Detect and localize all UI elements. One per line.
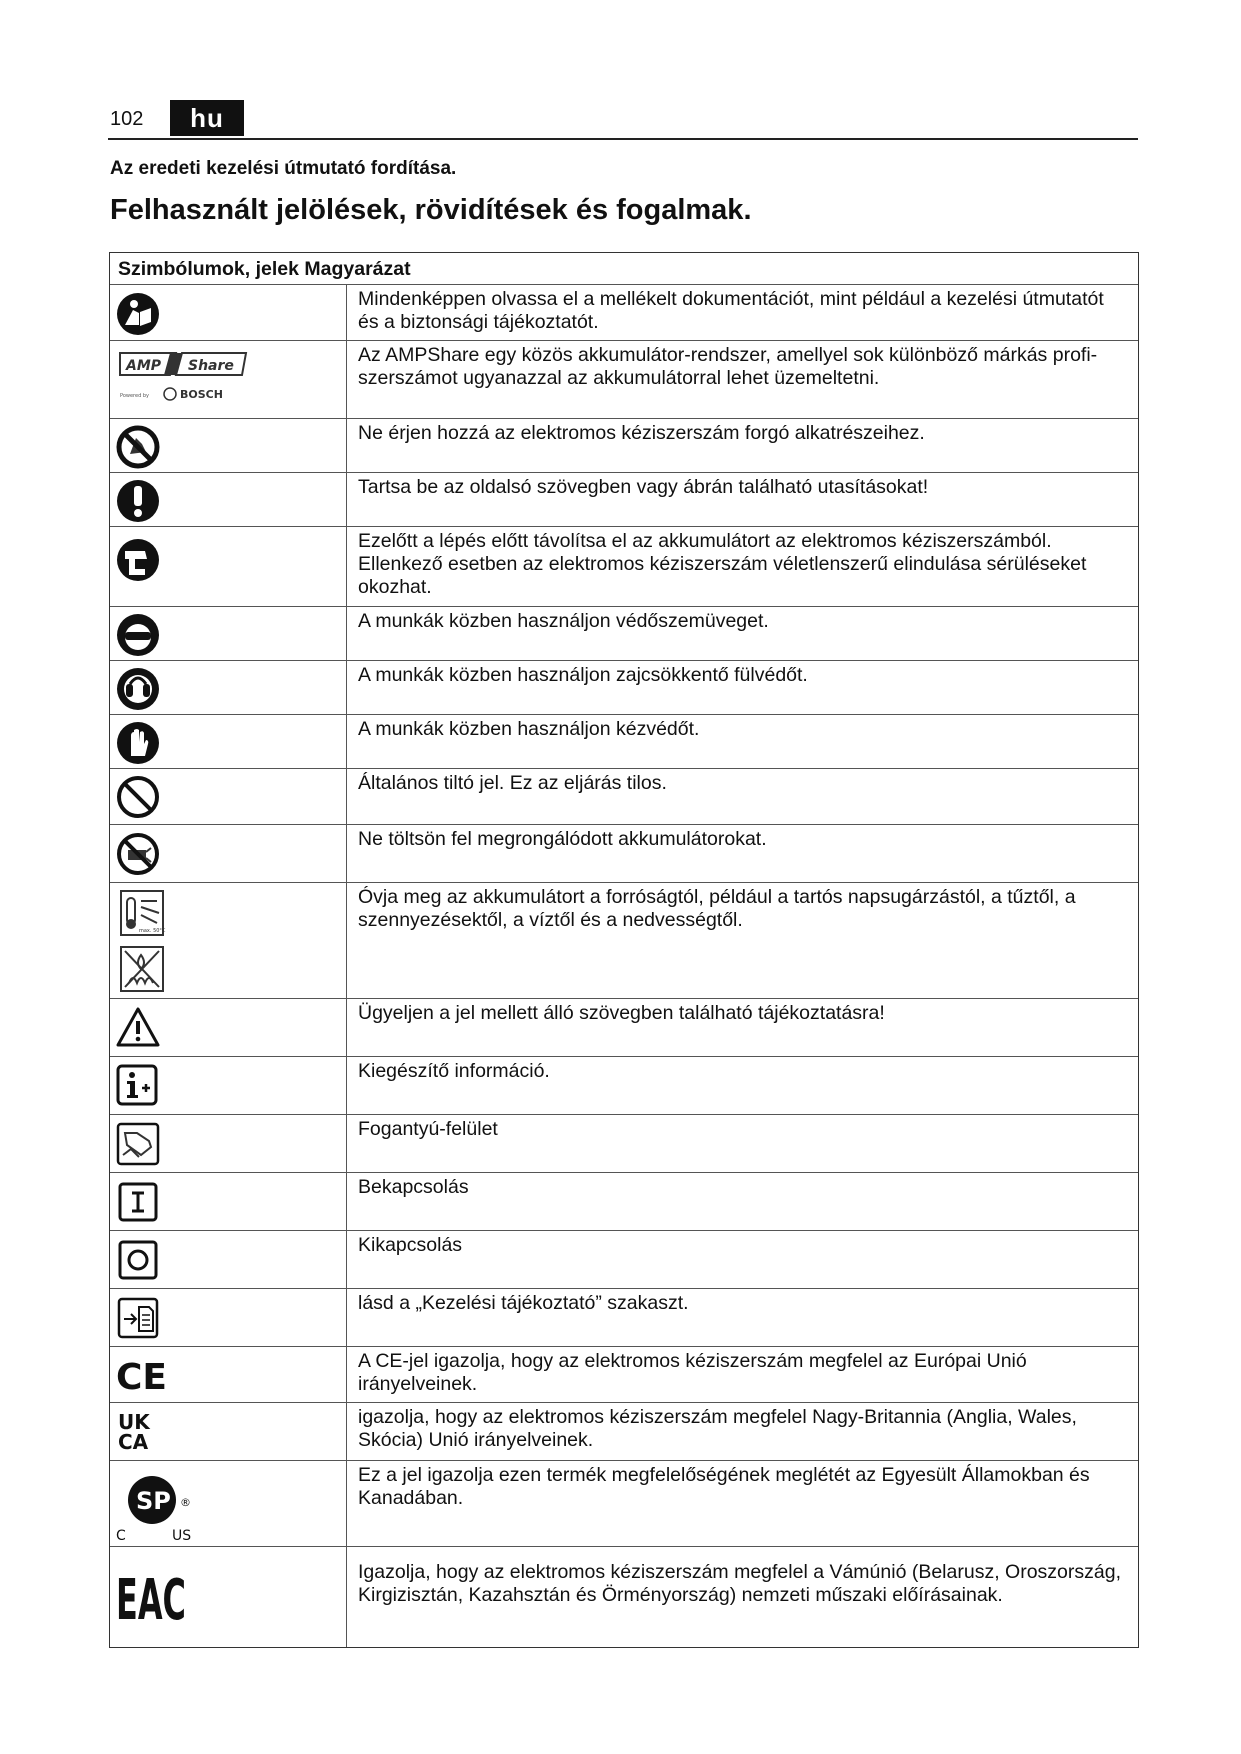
table-row	[110, 341, 1138, 419]
table-row	[110, 1347, 1138, 1403]
info-plus-icon	[115, 1063, 161, 1109]
table-row	[110, 825, 1138, 883]
symbols-table	[109, 252, 1139, 1648]
svg-text:CE: CE	[116, 1357, 168, 1398]
table-row	[110, 419, 1138, 473]
ampshare-logo	[118, 347, 258, 413]
svg-text:C: C	[116, 1528, 126, 1544]
row-description: Ez a jel igazolja ezen termék megfelelőségének meglétét az Egyesült Államokban és Kanadában.	[358, 1464, 1090, 1509]
ear-protection-icon	[115, 666, 161, 712]
table-row	[110, 999, 1138, 1057]
table-row	[110, 473, 1138, 527]
warning-triangle-icon	[115, 1005, 161, 1051]
table-row	[110, 661, 1138, 715]
row-description: A munkák közben használjon kézvédőt.	[358, 718, 700, 740]
row-description: A munkák közben használjon zajcsökkentő fülvédőt.	[358, 664, 808, 686]
remove-battery-icon	[115, 537, 161, 583]
gloves-icon	[115, 720, 161, 766]
svg-text:EAC: EAC	[116, 1568, 186, 1633]
exclamation-icon	[115, 478, 161, 524]
row-description: igazolja, hogy az elektromos kéziszerszám megfelel Nagy-Britannia (Anglia, Wales, Skócia) Unió irányelveinek.	[358, 1406, 1077, 1451]
subtitle: Az eredeti kezelési útmutató fordítása.	[110, 158, 457, 179]
svg-text:®: ®	[180, 1496, 191, 1509]
row-description: Ügyeljen a jel mellett álló szövegben található tájékoztatásra!	[358, 1002, 885, 1024]
row-description: Általános tiltó jel. Ez az eljárás tilos.	[358, 772, 667, 794]
row-description: A CE-jel igazolja, hogy az elektromos kéziszerszám megfelel az Európai Unió irányelveinek.	[358, 1350, 1027, 1395]
table-row	[110, 1289, 1138, 1347]
svg-text:US: US	[172, 1528, 192, 1544]
language-badge: hu	[170, 100, 244, 136]
read-manual-icon	[115, 291, 161, 337]
row-description: lásd a „Kezelési tájékoztató” szakaszt.	[358, 1292, 689, 1314]
ukca-mark-icon	[118, 1409, 158, 1455]
row-description: Ne érjen hozzá az elektromos kéziszerszám forgó alkatrészeihez.	[358, 422, 925, 444]
no-touch-rotating-icon	[115, 424, 161, 470]
table-row	[110, 1231, 1138, 1289]
row-description: Ezelőtt a lépés előtt távolítsa el az akkumulátort az elektromos kéziszerszámból. Ellenkező esetben az elektromos kéziszerszám véletlenszerű elindulása sérüléseket okozhat.	[358, 530, 1087, 598]
table-row	[110, 1461, 1138, 1547]
table-row	[110, 1057, 1138, 1115]
table-row	[110, 715, 1138, 769]
page-number: 102	[110, 108, 144, 130]
row-description: Fogantyú-felület	[358, 1118, 498, 1140]
svg-text:SP: SP	[136, 1487, 171, 1515]
row-description: Ne töltsön fel megrongálódott akkumulátorokat.	[358, 828, 767, 850]
safety-goggles-icon	[115, 612, 161, 658]
page-title: Felhasznált jelölések, rövidítések és fogalmak.	[110, 194, 752, 226]
no-charge-damaged-battery-icon	[115, 831, 161, 877]
row-description: Óvja meg az akkumulátort a forróságtól, például a tartós napsugárzástól, a tűztől, a szennyezésektől, a víztől és a nedvességtől.	[358, 886, 1076, 931]
svg-text:Share: Share	[188, 358, 234, 374]
battery-heat-water-icon	[119, 889, 167, 995]
table-header-row	[110, 253, 1138, 285]
power-on-icon	[115, 1179, 161, 1225]
prohibition-icon	[115, 774, 161, 820]
row-description: Mindenképpen olvassa el a mellékelt dokumentációt, mint például a kezelési útmutatót és a biztonsági tájékoztatót.	[358, 288, 1104, 333]
table-row	[110, 285, 1138, 341]
power-off-icon	[115, 1237, 161, 1283]
page-header	[108, 100, 1138, 140]
table-row	[110, 1115, 1138, 1173]
ce-mark-icon	[116, 1353, 166, 1397]
row-description: A munkák közben használjon védőszemüveget.	[358, 610, 769, 632]
grip-surface-icon	[115, 1121, 161, 1167]
table-row	[110, 1403, 1138, 1461]
table-row	[110, 769, 1138, 825]
row-description: Tartsa be az oldalsó szövegben vagy ábrán található utasításokat!	[358, 476, 929, 498]
table-row	[110, 527, 1138, 607]
csa-mark-icon	[114, 1464, 210, 1544]
svg-text:max. 50°C: max. 50°C	[139, 928, 166, 934]
svg-text:BOSCH: BOSCH	[180, 388, 223, 401]
table-row	[110, 883, 1138, 999]
row-description: Kiegészítő információ.	[358, 1060, 550, 1082]
row-description: Az AMPShare egy közös akkumulátor-rendszer, amellyel sok különböző márkás profi-szerszámot ugyanazzal az akkumulátorral lehet üzemeltetni.	[358, 344, 1098, 389]
table-row	[110, 607, 1138, 661]
row-description: Igazolja, hogy az elektromos kéziszerszám megfelel a Vámúnió (Belarusz, Oroszország, Kirgizisztán, Kazahsztán és Örményország) nemzeti műszaki előírásainak.	[358, 1561, 1121, 1606]
table-row	[110, 1173, 1138, 1231]
see-section-icon	[115, 1295, 161, 1341]
svg-text:CA: CA	[118, 1430, 149, 1454]
eac-mark-icon	[116, 1555, 196, 1635]
table-header-label: Szimbólumok, jelek Magyarázat	[118, 258, 411, 280]
svg-text:Powered by: Powered by	[120, 393, 149, 399]
table-row	[110, 1547, 1138, 1647]
svg-text:AMP: AMP	[126, 358, 162, 374]
svg-text:UK: UK	[118, 1410, 150, 1434]
row-description: Kikapcsolás	[358, 1234, 463, 1256]
row-description: Bekapcsolás	[358, 1176, 469, 1198]
